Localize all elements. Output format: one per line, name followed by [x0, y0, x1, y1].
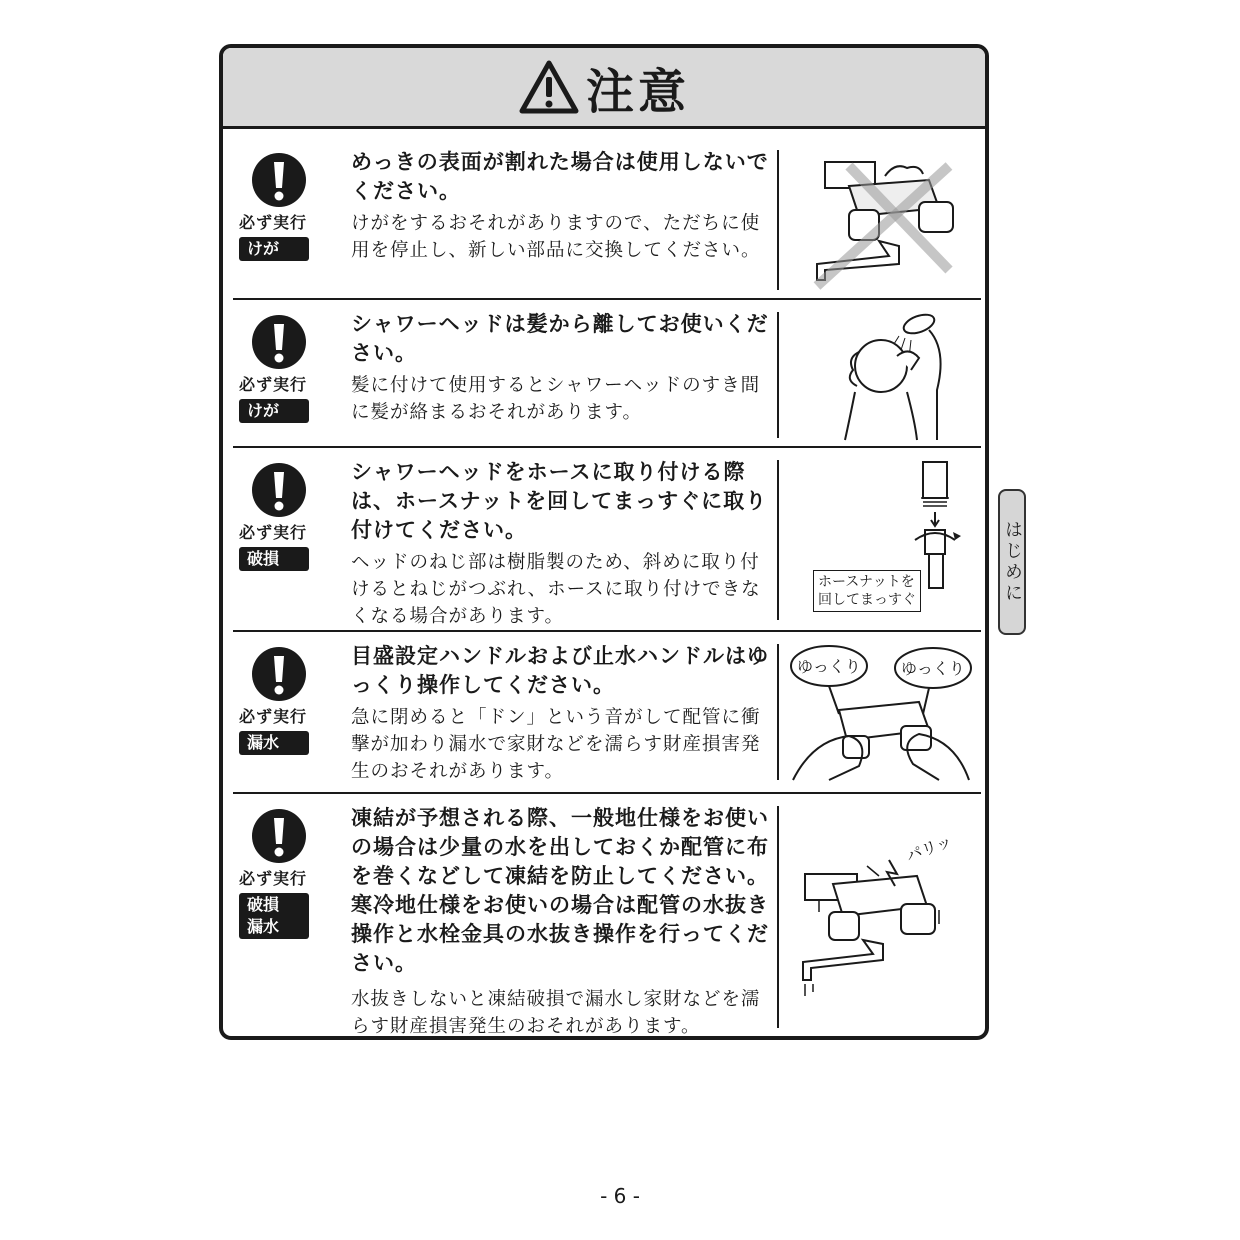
hazard-tag: けが [239, 237, 309, 261]
mandatory-mark [239, 646, 319, 755]
divider [777, 806, 779, 1028]
caution-panel [219, 44, 989, 1040]
exclamation-circle-icon [251, 314, 307, 370]
warning-triangle-icon [518, 59, 580, 115]
hose-nut-illustration [789, 458, 973, 628]
caution-body: 髪に付けて使用するとシャワーヘッドのすき間に髪が絡まるおそれがあります。 [351, 375, 761, 423]
caution-heading: 目盛設定ハンドルおよび止水ハンドルはゆっくり操作してください。 [351, 644, 769, 697]
mandatory-mark [239, 808, 319, 939]
divider [777, 644, 779, 780]
caution-item-5 [233, 794, 981, 1037]
divider [777, 312, 779, 438]
exclamation-circle-icon [251, 462, 307, 518]
caution-text [351, 642, 771, 785]
exclamation-circle-icon [251, 646, 307, 702]
must-do-label: 必ず実行 [239, 869, 308, 888]
hazard-tag-line: 破損 [247, 895, 280, 914]
caution-heading: 凍結が予想される際、一般地仕様をお使いの場合は少量の水を出しておくか配管に布を巻くなどして凍結を防止してください。寒冷地仕様をお使いの場合は配管の水抜き操作と水栓金具の水抜き操作を行ってください。 [351, 806, 769, 975]
caution-body: けがをするおそれがありますので、ただちに使用を停止し、新しい部品に交換してください。 [351, 213, 761, 261]
caption-line: ホースナットを [818, 574, 915, 590]
caution-heading: シャワーヘッドは髪から離してお使いください。 [351, 312, 769, 365]
hazard-tag: けが [239, 399, 309, 423]
mandatory-mark [239, 314, 319, 423]
must-do-label: 必ず実行 [239, 707, 308, 726]
hazard-tag [239, 893, 309, 939]
caution-body: ヘッドのねじ部は樹脂製のため、斜めに取り付けるとねじがつぶれ、ホースに取り付けできなくなる場合があります。 [351, 552, 761, 627]
caution-heading: めっきの表面が割れた場合は使用しないでください。 [351, 150, 769, 203]
caution-heading: シャワーヘッドをホースに取り付ける際は、ホースナットを回してまっすぐに取り付けてください。 [351, 460, 768, 542]
caution-header [223, 48, 985, 129]
caution-text [351, 804, 771, 1040]
caution-item-4 [233, 632, 981, 792]
caption-line: 回してまっすぐ [818, 592, 916, 608]
caution-body: 水抜きしないと凍結破損で漏水し家財などを濡らす財産損害発生のおそれがあります。 [351, 989, 761, 1037]
divider [777, 460, 779, 620]
must-do-label: 必ず実行 [239, 523, 308, 542]
sound-effect-text: パリッ [903, 831, 955, 866]
hazard-tag-line: 漏水 [247, 917, 280, 936]
illustration-caption [813, 570, 921, 612]
caution-text [351, 458, 771, 630]
exclamation-circle-icon [251, 152, 307, 208]
caution-item-1 [233, 138, 981, 298]
speech-bubble-text: ゆっくり [901, 659, 965, 678]
caution-item-3 [233, 448, 981, 632]
speech-bubble-text: ゆっくり [797, 657, 861, 676]
page-number: - 6 - [600, 1184, 640, 1208]
cracked-faucet-illustration [789, 146, 973, 296]
hazard-tag: 漏水 [239, 731, 309, 755]
exclamation-circle-icon [251, 808, 307, 864]
shower-hair-illustration [789, 306, 973, 442]
slow-handle-illustration [789, 640, 973, 790]
caution-body: 急に閉めると「ドン」という音がして配管に衝撃が加わり漏水で家財などを濡らす財産損害発生のおそれがあります。 [351, 707, 761, 782]
divider [777, 150, 779, 290]
caution-text [351, 310, 771, 426]
side-tab-introduction[interactable]: はじめに [998, 489, 1026, 635]
mandatory-mark [239, 462, 319, 571]
mandatory-mark [239, 152, 319, 261]
caution-text [351, 148, 771, 264]
page-title: 注意 [585, 63, 690, 120]
must-do-label: 必ず実行 [239, 213, 308, 232]
must-do-label: 必ず実行 [239, 375, 308, 394]
frozen-faucet-illustration [789, 820, 973, 1020]
hazard-tag: 破損 [239, 547, 309, 571]
caution-item-2 [233, 300, 981, 448]
